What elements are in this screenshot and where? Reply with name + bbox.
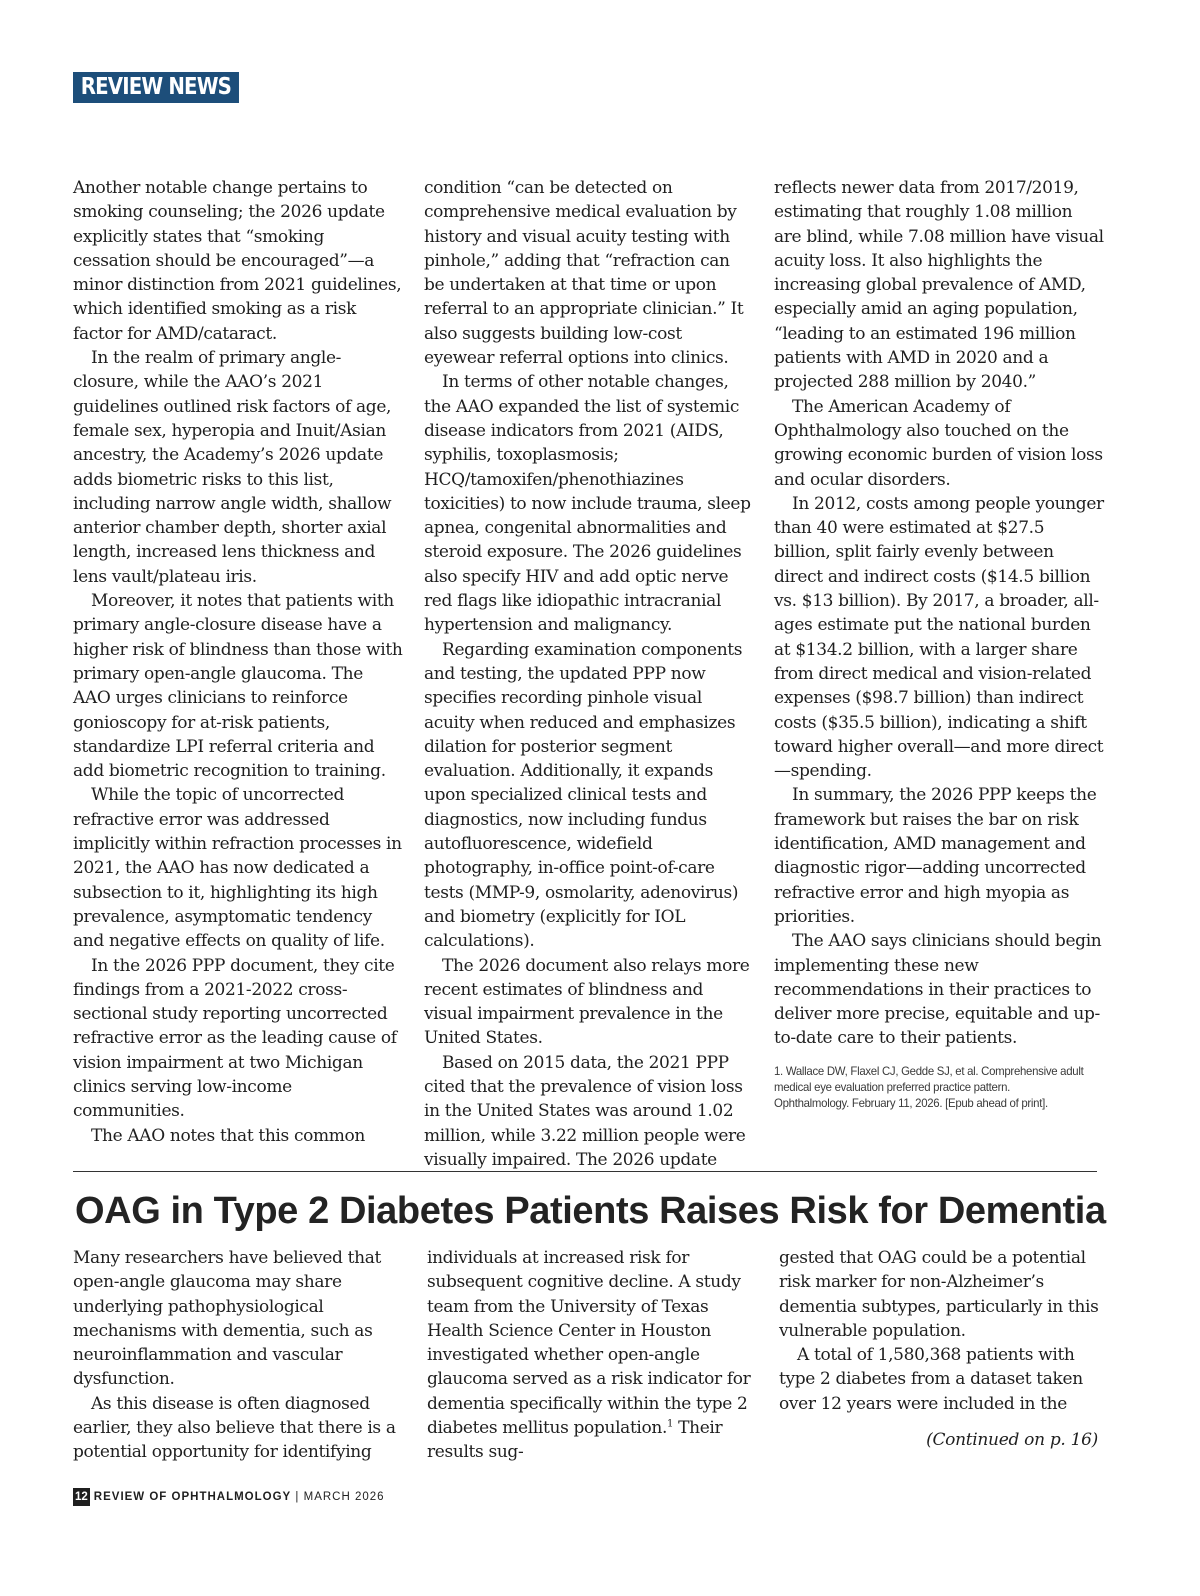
publication-name: REVIEW OF OPHTHALMOLOGY (93, 1491, 292, 1503)
article-headline: OAG in Type 2 Diabetes Patients Raises Risk for Dementia (75, 1190, 1106, 1232)
article1-column-2 (424, 176, 754, 1172)
paragraph: Based on 2015 data, the 2021 PPP cited that the prevalence of vision loss in the United States was around 1.02 million, while 3.22 million people were visually impaired. The 2026 update (424, 1052, 746, 1170)
paragraph: The AAO notes that this common (91, 1125, 366, 1146)
page-footer (73, 1488, 385, 1506)
paragraph-text-tail: Their results sug- (427, 1418, 723, 1463)
section-tag: REVIEW NEWS (73, 72, 239, 103)
paragraph (427, 1246, 757, 1465)
article1-column-3 (774, 176, 1104, 1111)
continued-note[interactable]: (Continued on p. 16) (926, 1430, 1098, 1450)
paragraph: In summary, the 2026 PPP keeps the framework but raises the bar on risk identification, AMD management and diagnostic rigor—adding uncorrected refractive error and high myopia as priorities. (774, 785, 1097, 927)
article2-column-1 (73, 1246, 403, 1465)
paragraph: While the topic of uncorrected refractive error was addressed implicitly within refraction processes in 2021, the AAO has now dedicated a subsection to it, highlighting its high prevalence, asymptomatic tendency and negative effects on quality of life. (73, 785, 402, 952)
paragraph: In the 2026 PPP document, they cite findings from a 2021-2022 cross-sectional study reporting uncorrected refractive error as the leading cause of vision impairment at two Michigan clinics serving low-income communities. (73, 955, 397, 1122)
paragraph: A total of 1,580,368 patients with type 2 diabetes from a dataset taken over 12 years were included in the (779, 1345, 1083, 1414)
paragraph: As this disease is often diagnosed earlier, they also believe that there is a potential opportunity for identifying (73, 1393, 396, 1463)
paragraph: In 2012, costs among people younger than 40 were estimated at $27.5 billion, split fairly evenly between direct and indirect costs ($14.5 billion vs. $13 billion). By 2017, a broader, all-ages estimate put the national burden at $134.2 billion, with a larger share from direct medical and vision-related expenses ($98.7 billion) than indirect costs ($35.5 billion), indicating a shift toward higher overall—and more direct—spending. (774, 493, 1104, 782)
paragraph: In terms of other notable changes, the AAO expanded the list of systemic disease indicators from 2021 (AIDS, syphilis, toxoplasmosis; HCQ/tamoxifen/phenothiazines toxicities) to now include trauma, sleep apnea, congenital abnormalities and steroid exposure. The 2026 guidelines also specify HIV and add optic nerve red flags like idiopathic intracranial hypertension and malignancy. (424, 372, 751, 636)
issue-date: MARCH 2026 (303, 1491, 385, 1503)
article2-column-3 (779, 1246, 1109, 1416)
paragraph: Regarding examination components and testing, the updated PPP now specifies recording pinhole visual acuity when reduced and emphasizes dilation for posterior segment evaluation. Additionally, it expands upon specialized clinical tests and diagnostics, now including fundus autofluorescence, widefield photography, in-office point-of-care tests (MMP-9, osmolarity, adenovirus) and biometry (explicitly for IOL calculations). (424, 639, 743, 952)
paragraph: gested that OAG could be a potential risk marker for non-Alzheimer’s dementia subtypes, particularly in this vulnerable population. (779, 1248, 1099, 1341)
footnote-marker: 1 (667, 1418, 674, 1430)
paragraph: Moreover, it notes that patients with primary angle-closure disease have a higher risk of blindness than those with primary open-angle glaucoma. The AAO urges clinicians to reinforce gonioscopy for at-risk patients, standardize LPI referral criteria and add biometric recognition to training. (73, 591, 403, 782)
paragraph: Many researchers have believed that open-angle glaucoma may share underlying pathophysiological mechanisms with dementia, such as neuroinflammation and vascular dysfunction. (73, 1248, 381, 1390)
paragraph: The AAO says clinicians should begin implementing these new recommendations in their practices to deliver more precise, equitable and up-to-date care to their patients. (774, 931, 1102, 1049)
section-divider (73, 1171, 1097, 1172)
paragraph: condition “can be detected on comprehensive medical evaluation by history and visual acuity testing with pinhole,” adding that “refraction can be undertaken at that time or upon referral to an appropriate clinician.” It also suggests building low-cost eyewear referral options into clinics. (424, 178, 744, 369)
paragraph: Another notable change pertains to smoking counseling; the 2026 update explicitly states that “smoking cessation should be encouraged”—a minor distinction from 2021 guidelines, which identified smoking as a risk factor for AMD/cataract. (73, 178, 402, 344)
reference-note: 1. Wallace DW, Flaxel CJ, Gedde SJ, et al. Comprehensive adult medical eye evaluation preferred practice pattern. Ophthalmology. February 11, 2026. [Epub ahead of print]. (774, 1063, 1084, 1110)
paragraph-text: individuals at increased risk for subsequent cognitive decline. A study team from the University of Texas Health Science Center in Houston investigated whether open-angle glaucoma served as a risk indicator for dementia specifically within the type 2 diabetes mellitus population. (427, 1248, 751, 1439)
paragraph: The American Academy of Ophthalmology also touched on the growing economic burden of vision loss and ocular disorders. (774, 396, 1103, 490)
article2-column-2 (427, 1246, 757, 1465)
paragraph: reflects newer data from 2017/2019, estimating that roughly 1.08 million are blind, while 7.08 million have visual acuity loss. It also highlights the increasing global prevalence of AMD, especially amid an aging population, “leading to an estimated 196 million patients with AMD in 2020 and a projected 288 million by 2040.” (774, 178, 1104, 393)
page-number: 12 (73, 1488, 90, 1506)
paragraph: The 2026 document also relays more recent estimates of blindness and visual impairment prevalence in the United States. (424, 955, 750, 1049)
paragraph: In the realm of primary angle-closure, while the AAO’s 2021 guidelines outlined risk factors of age, female sex, hyperopia and Inuit/Asian ancestry, the Academy’s 2026 update adds biometric risks to this list, including narrow angle width, shallow anterior chamber depth, shorter axial length, increased lens thickness and lens vault/plateau iris. (73, 348, 392, 587)
footer-separator: | (295, 1491, 300, 1503)
article1-column-1 (73, 176, 403, 1148)
